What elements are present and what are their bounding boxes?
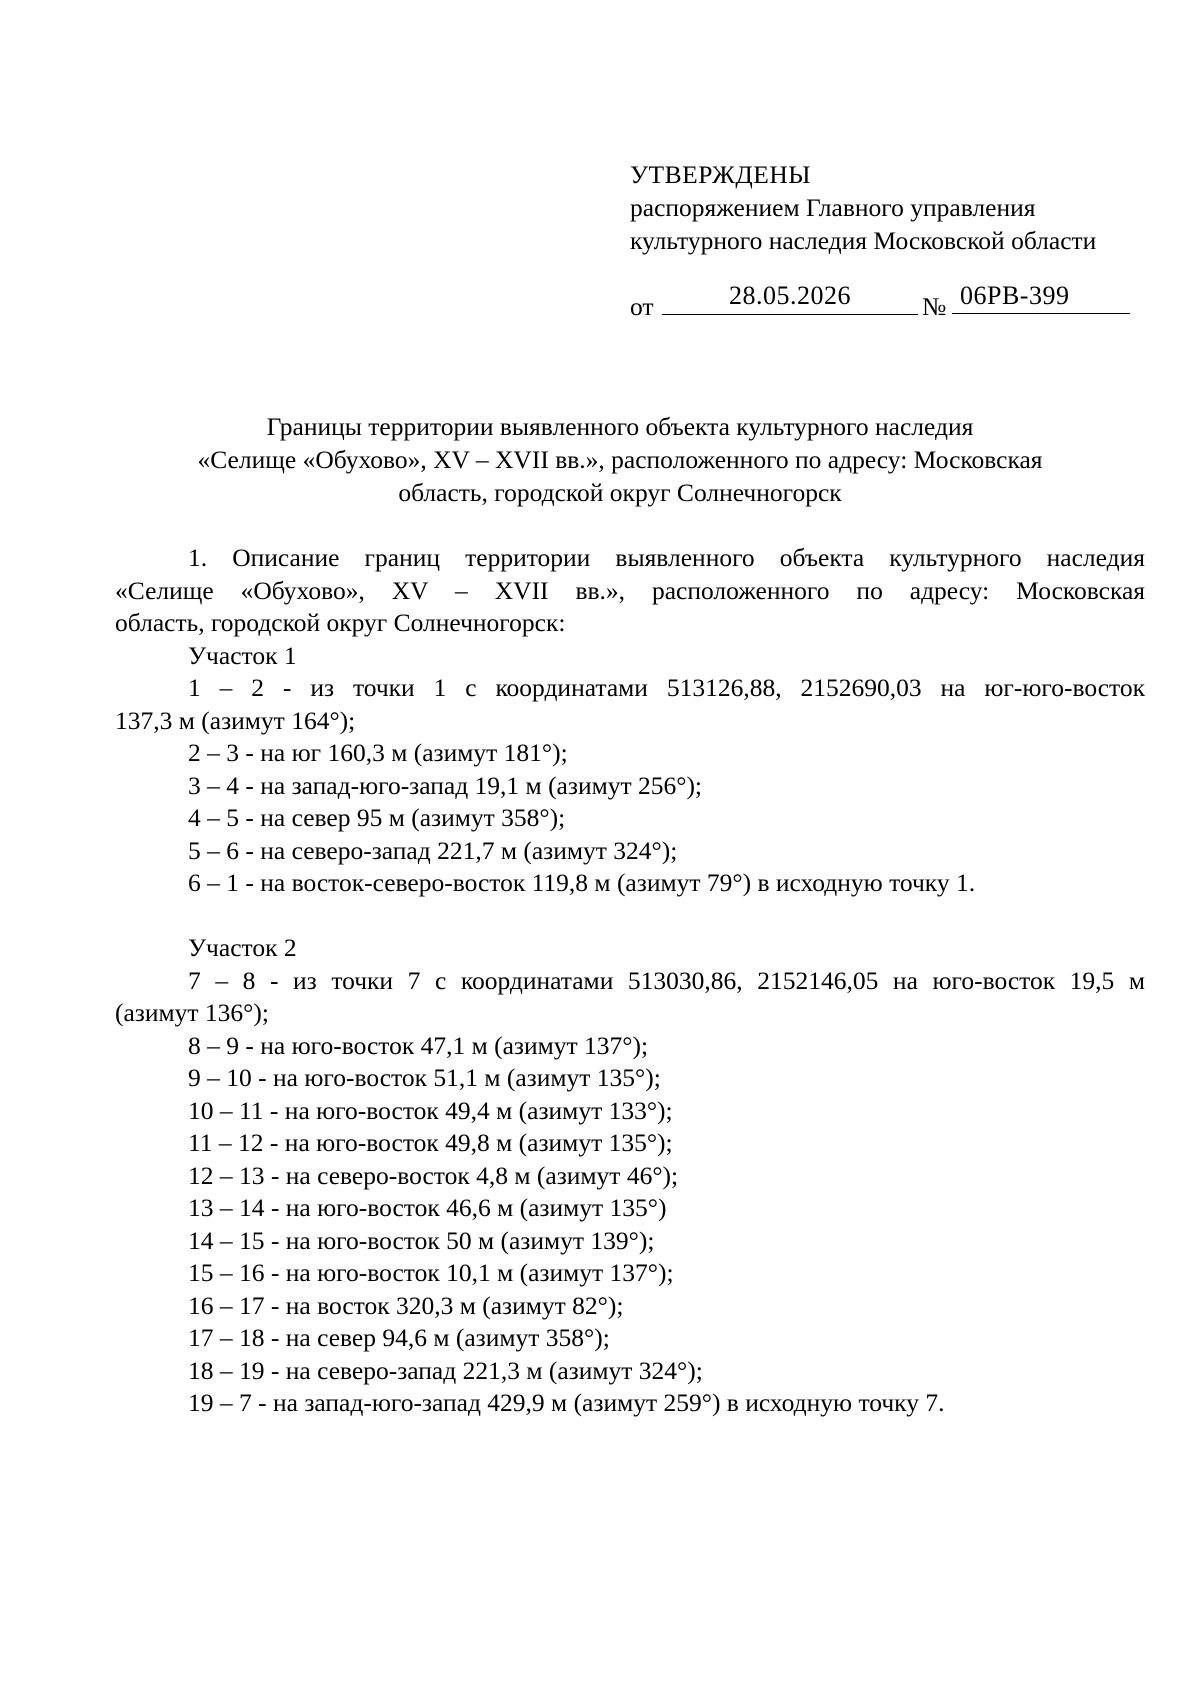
section-1-first-line-2: 137,3 м (азимут 164°); [115, 705, 356, 735]
section-1-item: 6 – 1 - на восток-северо-восток 119,8 м (азимут 79°) в исходную точку 1. [188, 868, 976, 897]
approval-title: УТВЕРЖДЕНЫ [630, 160, 811, 189]
intro-line-3: область, городской округ Солнечногорск: [115, 608, 566, 637]
intro-line-1: 1. Описание границ территории выявленного объекта культурного наследия [188, 543, 1145, 572]
intro-line-2: «Селище «Обухово», XV – XVII вв.», расположенного по адресу: Московская [115, 575, 1145, 605]
section-2-heading: Участок 2 [188, 933, 297, 962]
date-prefix: от [630, 292, 654, 321]
number-sign: № [922, 292, 947, 321]
section-1-item: 2 – 3 - на юг 160,3 м (азимут 181°); [188, 738, 568, 767]
approval-block [630, 158, 1150, 257]
section-2-item: 14 – 15 - на юго-восток 50 м (азимут 139°); [188, 1225, 655, 1255]
section-1-item: 4 – 5 - на север 95 м (азимут 358°); [188, 803, 566, 832]
section-1-item: 5 – 6 - на северо-запад 221,7 м (азимут 324°); [188, 835, 678, 865]
section-2-item: 19 – 7 - на запад-юго-запад 429,9 м (азимут 259°) в исходную точку 7. [188, 1388, 945, 1417]
section-2-item: 13 – 14 - на юго-восток 46,6 м (азимут 135°) [188, 1193, 667, 1222]
section-2-first-line-2: (азимут 136°); [115, 998, 269, 1027]
section-2-item: 18 – 19 - на северо-запад 221,3 м (азимут 324°); [188, 1355, 703, 1385]
title-line-1: Границы территории выявленного объекта культурного наследия [266, 412, 974, 441]
section-2-item: 9 – 10 - на юго-восток 51,1 м (азимут 135°); [188, 1063, 661, 1092]
approval-line-1: распоряжением Главного управления [630, 193, 1036, 222]
section-1-item: 3 – 4 - на запад-юго-запад 19,1 м (азимут 256°); [188, 770, 703, 800]
title-line-3: область, городской округ Солнечногорск [398, 478, 842, 507]
section-2-item: 8 – 9 - на юго-восток 47,1 м (азимут 137°); [188, 1030, 649, 1060]
section-2-item: 10 – 11 - на юго-восток 49,4 м (азимут 133°); [188, 1095, 673, 1125]
section-2-item: 15 – 16 - на юго-восток 10,1 м (азимут 137°); [188, 1258, 674, 1287]
section-1-first-line-1: 1 – 2 - из точки 1 с координатами 513126,88, 2152690,03 на юг-юго-восток [188, 673, 1145, 702]
section-2-first-line-1: 7 – 8 - из точки 7 с координатами 513030,86, 2152146,05 на юго-восток 19,5 м [188, 965, 1145, 995]
document-title [115, 410, 1125, 509]
approval-line-2: культурного наследия Московской области [630, 226, 1097, 255]
section-gap [115, 900, 1145, 933]
approval-date-row [630, 282, 1130, 322]
section-2-item: 11 – 12 - на юго-восток 49,8 м (азимут 135°); [188, 1128, 673, 1157]
approval-number: 06РВ-399 [952, 282, 1130, 314]
section-1-heading: Участок 1 [188, 640, 297, 670]
section-2-item: 17 – 18 - на север 94,6 м (азимут 358°); [188, 1323, 610, 1352]
approval-date: 28.05.2026 [662, 282, 918, 315]
section-2-item: 12 – 13 - на северо-восток 4,8 м (азимут 46°); [188, 1160, 679, 1190]
title-line-2: «Селище «Обухово», XV – XVII вв.», расположенного по адресу: Московская [197, 445, 1043, 474]
section-2-item: 16 – 17 - на восток 320,3 м (азимут 82°); [188, 1290, 624, 1320]
document-body [115, 542, 1145, 1420]
